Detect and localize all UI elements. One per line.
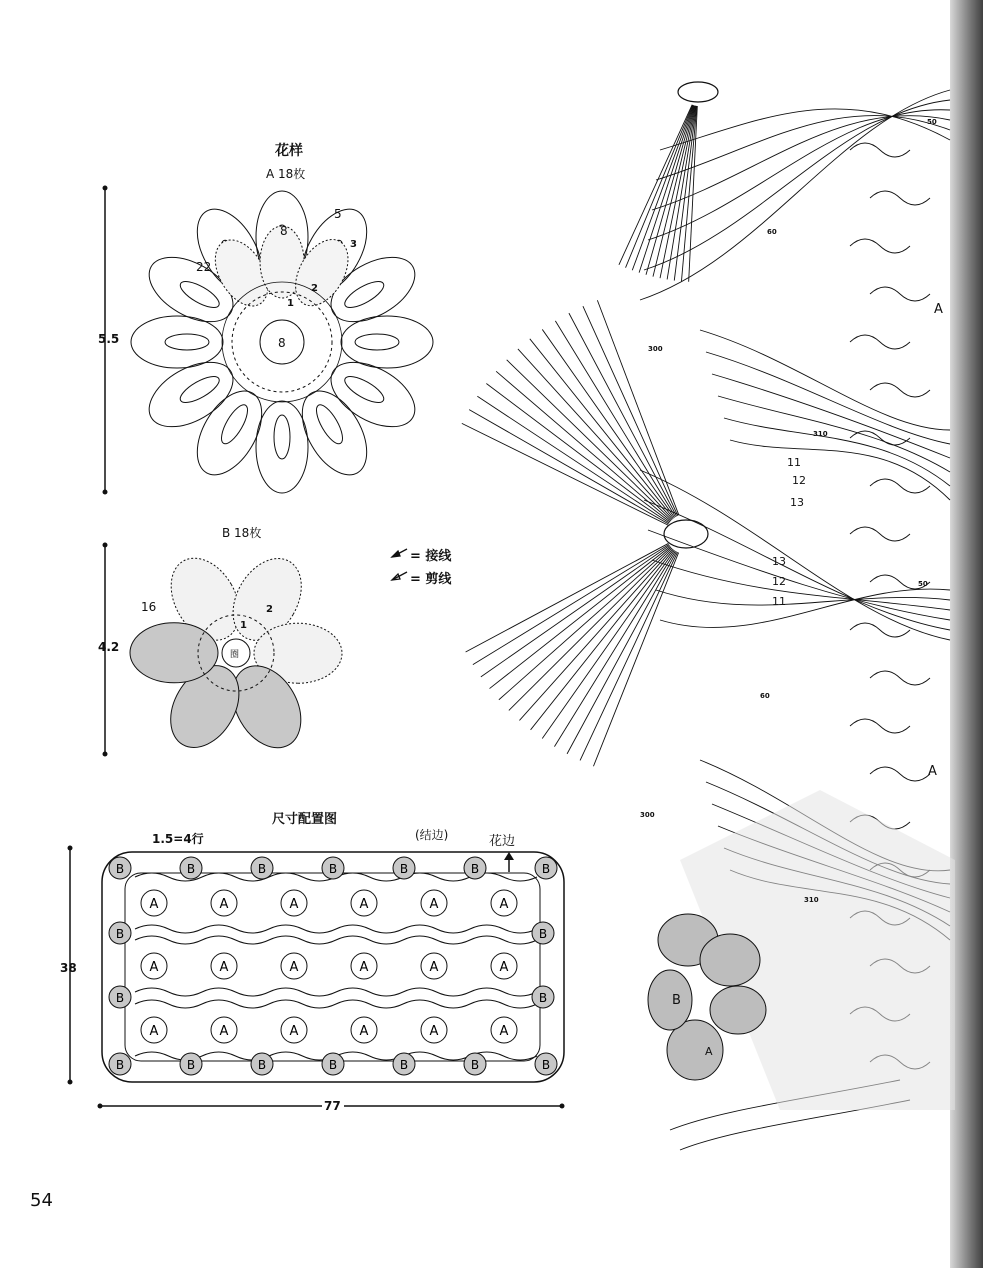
layout-motif-b-label: B [328,862,338,876]
detail-fan-line [554,551,675,747]
motif-a-center-8: 8 [278,336,286,350]
join-edge-label: (结边) [415,828,449,842]
detail-picot-scallop [850,335,910,349]
layout-diagram-title: 尺寸配置图 [272,812,338,827]
detail-band-curve [712,374,950,458]
detail-picot-scallop [870,479,930,493]
detail-picot-scallop [870,383,930,397]
detail-picot-scallop [870,191,930,205]
layout-motif-a-label: A [219,897,229,912]
layout-motif-b-label: B [115,862,125,876]
layout-motif-a-label: A [359,960,369,975]
layout-motif-a-label: A [499,897,509,912]
page-number: 54 [30,1190,53,1211]
motif-a-round-3: 3 [350,239,357,250]
layout-motif-b-label: B [538,991,548,1005]
detail-band-curve [652,560,950,610]
layout-motif-b-label: B [541,1058,551,1072]
layout-motif-a-label: A [499,960,509,975]
detail-count-310-bottom: 310 [804,896,819,904]
motif-b-round-2: 2 [266,604,273,615]
layout-width: 77 [324,1099,341,1113]
layout-motif-a-label: A [359,897,369,912]
layout-motif-b-label: B [186,862,196,876]
motif-b-round-1: 1 [240,620,247,631]
motif-b-round-16: 16 [141,600,157,614]
layout-motif-a-label: A [359,1024,369,1039]
detail-fan-line [509,548,672,710]
motif-a-caption: A 18枚 [266,167,306,181]
detail-picot-scallop [870,671,930,685]
detail-picot-scallop [850,719,910,733]
layout-motif-b-label: B [541,862,551,876]
motif-a-round-22: 22 [196,260,212,274]
detail-count-50-bottom: 50 [918,580,928,588]
layout-motif-b-label: B [328,1058,338,1072]
layout-motif-b-label: B [115,991,125,1005]
layout-motif-a-label: A [289,897,299,912]
detail-chain-12-bottom: 12 [772,575,786,588]
layout-motif-a-label: A [149,1024,159,1039]
layout-motif-b-label: B [470,862,480,876]
detail-picot-scallop [850,623,910,637]
detail-picot-scallop [870,287,930,301]
motif-a-round-5: 5 [334,207,342,221]
layout-motif-b-label: B [399,862,409,876]
detail-count-310-top: 310 [813,430,828,438]
layout-motif-a-label: A [429,1024,439,1039]
detail-fan-line [593,553,678,767]
detail-fan-line [499,547,671,700]
detail-picot-scallop [870,767,930,781]
legend-join-label: = 接线 [410,549,452,564]
legend-cut-label: = 剪线 [410,572,452,587]
pattern-title: 花样 [275,143,303,159]
detail-count-50-top: 50 [927,118,937,126]
detail-chain-13-bottom: 13 [772,555,786,568]
detail-picot-scallop [850,527,910,541]
detail-band-curve [644,500,950,630]
layout-motif-a-label: A [499,1024,509,1039]
motif-b-caption: B 18枚 [222,526,262,540]
detail-fan-line [481,545,670,676]
layout-motif-a-label: A [219,960,229,975]
detail-motif-b: B [672,993,681,1008]
detail-band-curve [718,396,950,472]
detail-fan-line [518,349,673,519]
layout-motif-b-label: B [115,1058,125,1072]
motif-b-center: 圈 [230,650,240,660]
layout-motif-a-label: A [289,1024,299,1039]
layout-motif-a-label: A [429,897,439,912]
detail-count-300-top: 300 [648,345,663,353]
detail-picot-scallop [850,143,910,157]
detail-band-curve [730,440,950,500]
detail-band-curve [656,590,950,605]
detail-chain-11-top: 11 [787,456,801,469]
detail-fan-line [496,371,671,521]
layout-motif-a-label: A [149,960,159,975]
detail-chain-11-bottom: 11 [772,595,786,608]
layout-motif-b-label: B [186,1058,196,1072]
edging-label: 花边 [489,834,516,849]
detail-band-curve [640,90,950,300]
detail-fan-line [542,550,674,738]
layout-motif-b-label: B [257,862,267,876]
detail-band-curve [724,418,950,486]
motif-a-round-1: 1 [287,298,294,309]
detail-band-curve [700,330,950,430]
detail-fan-line [462,423,668,525]
detail-fan-line [530,339,674,519]
detail-picot-scallop [850,239,910,253]
detail-fan-line [507,360,672,520]
detail-fan-line [632,105,693,270]
motif-a-round-8: 8 [280,224,288,238]
layout-motif-b-label: B [470,1058,480,1072]
detail-count-60-top: 60 [767,228,777,236]
border-note: 1.5=4行 [152,832,204,846]
detail-count-300-bottom: 300 [640,811,655,819]
detail-fan-line [567,552,676,754]
motif-a-round-2: 2 [311,283,318,294]
detail-band-curve [660,589,950,628]
detail-band-curve [660,109,950,150]
detail-chain-12-top: 12 [792,474,806,487]
detail-motif-a-2: A [928,764,937,779]
layout-motif-b-label: B [115,927,125,941]
layout-motif-a-label: A [429,960,439,975]
detail-band-curve [652,116,950,210]
layout-height: 38 [60,961,77,975]
detail-band-curve [656,116,950,180]
layout-motif-a-label: A [289,960,299,975]
detail-motif-a-1: A [934,302,943,317]
detail-fan-line [583,306,678,516]
detail-fan-line [519,549,672,721]
motif-a-height: 5.5 [98,332,120,346]
detail-band-curve [706,352,950,444]
detail-band-curve [648,530,950,620]
detail-count-60-bottom: 60 [760,692,770,700]
detail-chain-13-top: 13 [790,496,804,509]
layout-motif-b-label: B [399,1058,409,1072]
detail-motif-a-3: A [705,1045,713,1058]
layout-motif-a-label: A [219,1024,229,1039]
layout-motif-a-label: A [149,897,159,912]
motif-b-height: 4.2 [98,640,120,654]
layout-motif-b-label: B [538,927,548,941]
detail-fan-line [473,544,669,664]
layout-motif-b-label: B [257,1058,267,1072]
